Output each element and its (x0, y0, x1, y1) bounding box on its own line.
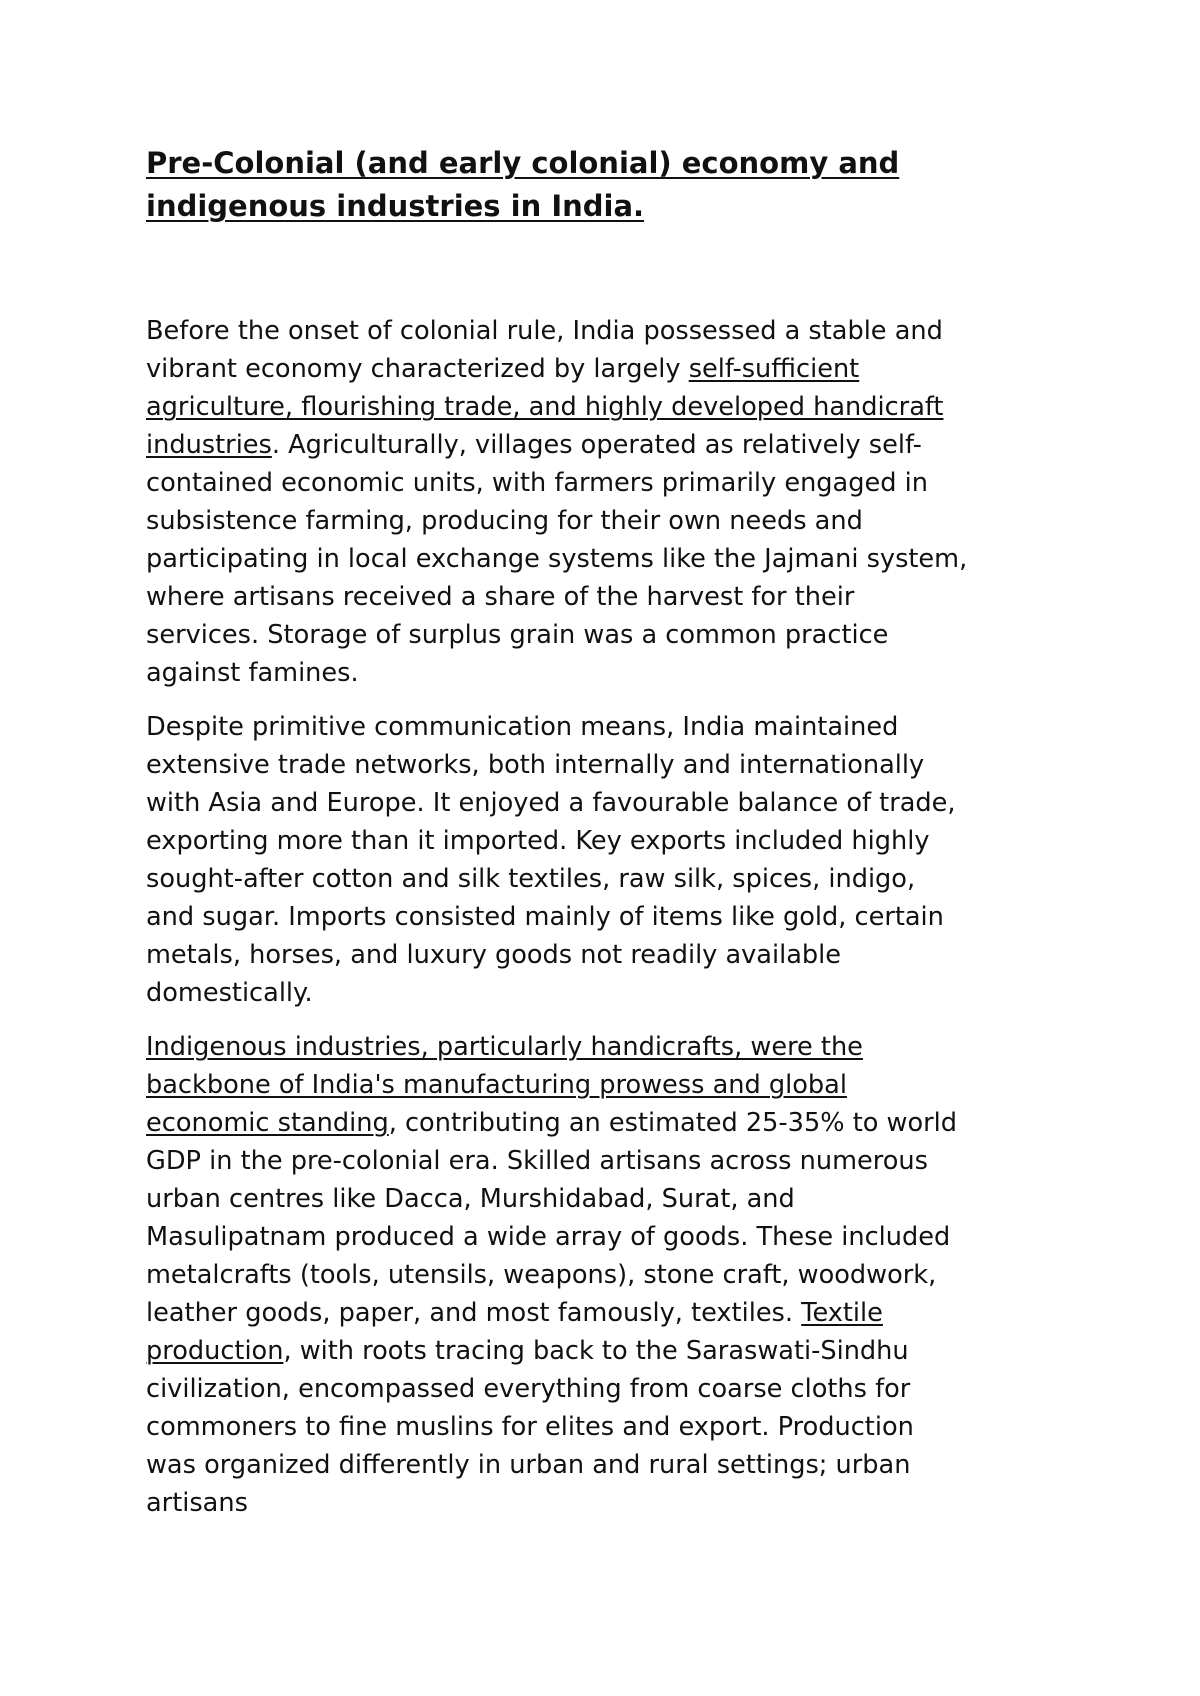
paragraph-economy (146, 312, 1086, 692)
underlined-text: self-sufficient agriculture, flourishing trade, and highly developed handicraft industries (146, 354, 944, 460)
paragraph-text: . Agriculturally, villages operated as relatively self- contained economic units, with farmers primarily engaged in subsistence farming, producing for their own needs and participating in local exchange systems like the Jajmani system, where artisans received a share of the harvest for their services. Storage of surplus grain was a common practice against famines. (146, 430, 968, 688)
document-title: Pre-Colonial (and early colonial) economy and indigenous industries in India. (146, 146, 900, 223)
paragraph-text: , contributing an estimated 25-35% to world GDP in the pre-colonial era. Skilled artisans across numerous urban centres like Dacca, Murshidabad, Surat, and Masulipatnam produced a wide array of goods. These included metalcrafts (tools, utensils, weapons), stone craft, woodwork, leather goods, paper, and most famously, textiles. (146, 1108, 957, 1328)
underlined-text: Indigenous industries, particularly handicrafts, were the backbone of India's manufacturing prowess and global economic standing (146, 1032, 863, 1138)
paragraph-text: Before the onset of colonial rule, India possessed a stable and vibrant economy characterized by largely (146, 316, 943, 384)
document-body (146, 142, 1086, 1522)
paragraph-trade: Despite primitive communication means, India maintained extensive trade networks, both internally and internationally with Asia and Europe. It enjoyed a favourable balance of trade, exporting more than it imported. Key exports included highly sought-after cotton and silk textiles, raw silk, spices, indigo, and sugar. Imports consisted mainly of items like gold, certain metals, horses, and luxury goods not readily available domestically. (146, 712, 956, 1008)
underlined-text: Textile production (146, 1298, 883, 1366)
paragraph-text: , with roots tracing back to the Saraswati-Sindhu civilization, encompassed everything from coarse cloths for commoners to fine muslins for elites and export. Production was organized differently in urban and rural settings; urban artisans (146, 1336, 914, 1518)
paragraph-industries (146, 1028, 1086, 1522)
